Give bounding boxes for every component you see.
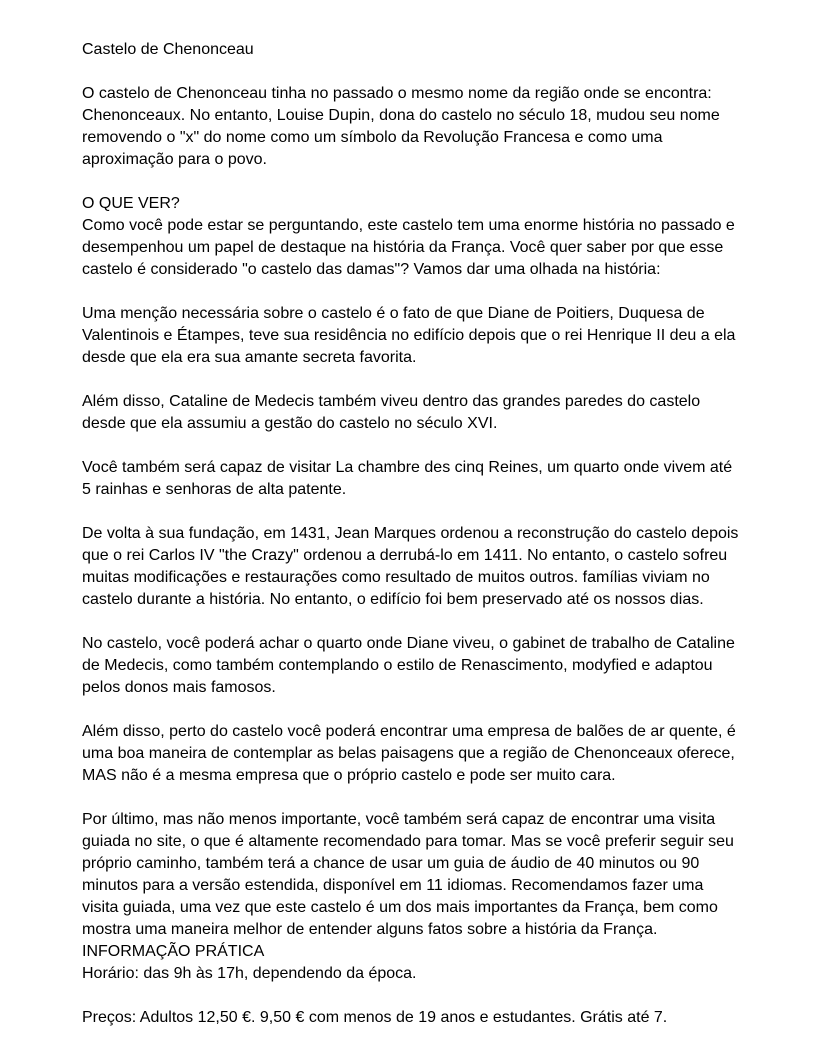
spacer (82, 699, 742, 721)
body-paragraph-quarto: No castelo, você poderá achar o quarto onde Diane viveu, o gabinet de trabalho de Cataline de Medecis, como também contemplando o estilo de Renascimento, modyfied e adaptou pelos donos mais famosos. (82, 635, 735, 696)
spacer (82, 787, 742, 809)
spacer (82, 985, 742, 1007)
practical-info-heading: INFORMAÇÃO PRÁTICA (82, 943, 265, 960)
document-title: Castelo de Chenonceau (82, 41, 254, 58)
spacer (82, 281, 742, 303)
spacer (82, 435, 742, 457)
what-to-see-heading: O QUE VER? (82, 195, 180, 212)
body-paragraph-fundacao: De volta à sua fundação, em 1431, Jean Marques ordenou a reconstrução do castelo depois que o rei Carlos IV "the Crazy" ordenou a derrubá-lo em 1411. No entanto, o castelo sofreu muitas modificações e restaurações como resultado de muitos outros. famílias viviam no castelo durante a história. No entanto, o edifício foi bem preservado até os nossos dias. (82, 525, 739, 608)
body-paragraph-cataline: Além disso, Cataline de Medecis também viveu dentro das grandes paredes do castelo desde que ela assumiu a gestão do castelo no século XVI. (82, 393, 701, 432)
body-paragraph-baloes: Além disso, perto do castelo você poderá encontrar uma empresa de balões de ar quente, é uma boa maneira de contemplar as belas paisagens que a região de Chenonceaux oferece, MAS não é a mesma empresa que o próprio castelo e pode ser muito cara. (82, 723, 736, 784)
prices-line: Preços: Adultos 12,50 €. 9,50 € com menos de 19 anos e estudantes. Grátis até 7. (82, 1009, 668, 1026)
body-paragraph-cinq-reines: Você também será capaz de visitar La chambre des cinq Reines, um quarto onde vivem até 5 rainhas e senhoras de alta patente. (82, 459, 733, 498)
body-paragraph-diane: Uma menção necessária sobre o castelo é o fato de que Diane de Poitiers, Duquesa de Valentinois e Étampes, teve sua residência no edifício depois que o rei Henrique II deu a ela desde que ela era sua amante secreta favorita. (82, 305, 736, 366)
document-page (82, 39, 742, 1029)
hours-line: Horário: das 9h às 17h, dependendo da época. (82, 965, 417, 982)
spacer (82, 171, 742, 193)
what-to-see-intro: Como você pode estar se perguntando, este castelo tem uma enorme história no passado e desempenhou um papel de destaque na história da França. Você quer saber por que esse castelo é considerado "o castelo das damas"? Vamos dar uma olhada na história: (82, 217, 735, 278)
spacer (82, 611, 742, 633)
spacer (82, 61, 742, 83)
spacer (82, 369, 742, 391)
body-paragraph-visita: Por último, mas não menos importante, você também será capaz de encontrar uma visita guiada no site, o que é altamente recomendado para tomar. Mas se você preferir seguir seu próprio caminho, também terá a chance de usar um guia de áudio de 40 minutos ou 90 minutos para a versão estendida, disponível em 11 idiomas. Recomendamos fazer uma visita guiada, uma vez que este castelo é um dos mais importantes da França, bem como mostra uma maneira melhor de entender alguns fatos sobre a história da França. (82, 811, 734, 938)
intro-paragraph: O castelo de Chenonceau tinha no passado o mesmo nome da região onde se encontra: Chenonceaux. No entanto, Louise Dupin, dona do castelo no século 18, mudou seu nome removendo o "x" do nome como um símbolo da Revolução Francesa e como uma aproximação para o povo. (82, 85, 720, 168)
spacer (82, 501, 742, 523)
